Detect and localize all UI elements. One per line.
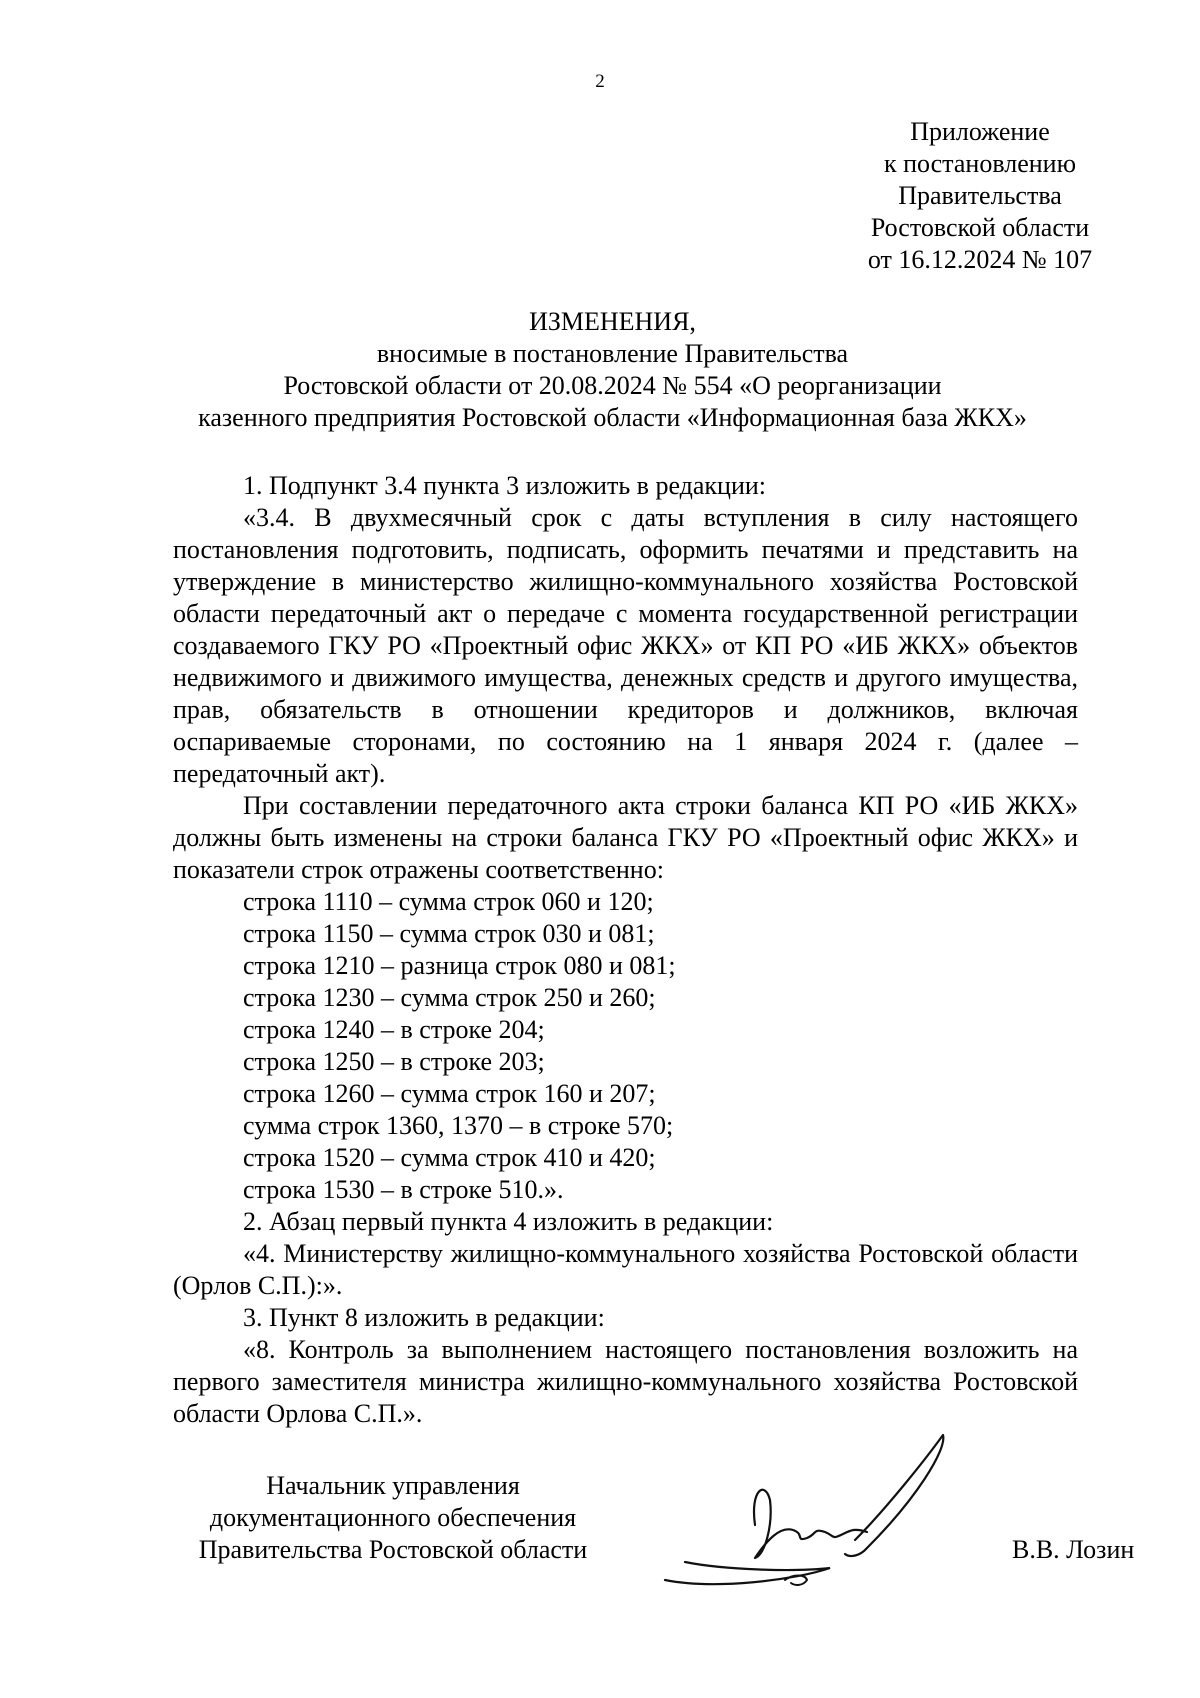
list-item: строка 1520 – сумма строк 410 и 420; bbox=[243, 1143, 656, 1172]
title-line: вносимые в постановление Правительства bbox=[376, 339, 849, 368]
title-heading: ИЗМЕНЕНИЯ, bbox=[529, 307, 696, 336]
document-body bbox=[173, 470, 1078, 1430]
page-number: 2 bbox=[595, 71, 605, 92]
appendix-header bbox=[820, 116, 1140, 276]
appendix-line: к постановлению bbox=[883, 149, 1077, 178]
item-1-heading: 1. Подпункт 3.4 пункта 3 изложить в редакции: bbox=[243, 471, 767, 500]
title-line: Ростовской области от 20.08.2024 № 554 «О реорганизации bbox=[283, 371, 942, 400]
item-3-text: «8. Контроль за выполнением настоящего постановления возложить на первого заместителя министра жилищно-коммунального хозяйства Ростовской области Орлова С.П.». bbox=[173, 1335, 1078, 1428]
item-1-text-2: При составлении передаточного акта строки баланса КП РО «ИБ ЖКХ» должны быть изменены на строки баланса ГКУ РО «Проектный офис ЖКХ» и показатели строк отражены соответственно: bbox=[173, 791, 1078, 884]
item-3-heading: 3. Пункт 8 изложить в редакции: bbox=[243, 1303, 605, 1332]
title-line: казенного предприятия Ростовской области «Информационная база ЖКХ» bbox=[198, 403, 1027, 432]
list-item: сумма строк 1360, 1370 – в строке 570; bbox=[243, 1111, 674, 1140]
handwritten-signature bbox=[655, 1430, 985, 1600]
document-title bbox=[160, 306, 1065, 434]
position-line: Начальник управления bbox=[266, 1471, 520, 1500]
signatory-position bbox=[173, 1470, 613, 1566]
item-2-text: «4. Министерству жилищно-коммунального хозяйства Ростовской области (Орлов С.П.):». bbox=[173, 1239, 1078, 1300]
list-item: строка 1530 – в строке 510.». bbox=[243, 1175, 564, 1204]
appendix-line: Ростовской области bbox=[870, 213, 1090, 242]
signatory-name: В.В. Лозин bbox=[1012, 1535, 1135, 1564]
balance-rows-list bbox=[173, 886, 1078, 1206]
position-line: документационного обеспечения bbox=[209, 1503, 577, 1532]
list-item: строка 1240 – в строке 204; bbox=[243, 1015, 545, 1044]
appendix-line: Правительства bbox=[898, 181, 1062, 210]
position-line: Правительства Ростовской области bbox=[198, 1535, 588, 1564]
list-item: строка 1230 – сумма строк 250 и 260; bbox=[243, 983, 656, 1012]
appendix-line: Приложение bbox=[910, 117, 1050, 146]
list-item: строка 1210 – разница строк 080 и 081; bbox=[243, 951, 676, 980]
list-item: строка 1250 – в строке 203; bbox=[243, 1047, 545, 1076]
list-item: строка 1150 – сумма строк 030 и 081; bbox=[243, 919, 655, 948]
list-item: строка 1260 – сумма строк 160 и 207; bbox=[243, 1079, 656, 1108]
appendix-line: от 16.12.2024 № 107 bbox=[867, 245, 1093, 274]
list-item: строка 1110 – сумма строк 060 и 120; bbox=[243, 887, 654, 916]
item-2-heading: 2. Абзац первый пункта 4 изложить в редакции: bbox=[243, 1207, 774, 1236]
item-1-text: «3.4. В двухмесячный срок с даты вступления в силу настоящего постановления подготовить, подписать, оформить печатями и представить на утверждение в министерство жилищно-коммунального хозяйства Ростовской области передаточный акт о передаче с момента государственной регистрации создаваемого ГКУ РО «Проектный офис ЖКХ» от КП РО «ИБ ЖКХ» объектов недвижимого и движимого имущества, денежных средств и другого имущества, прав, обязательств в отношении кредиторов и должников, включая оспариваемые сторонами, по состоянию на 1 января 2024 г. (далее – передаточный акт). bbox=[173, 503, 1078, 788]
